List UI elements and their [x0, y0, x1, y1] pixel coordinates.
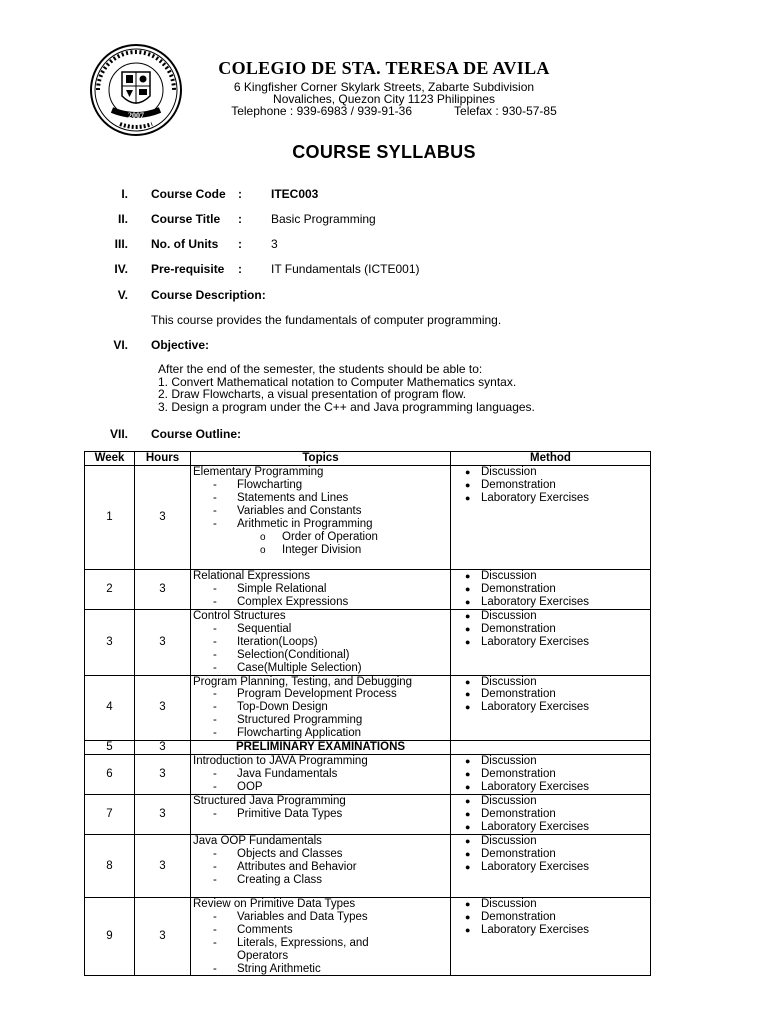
method-item: ● Demonstration: [465, 847, 556, 860]
subtopic-continuation: Operators: [237, 949, 289, 962]
method-cell: [451, 754, 651, 794]
address-line-1: 6 Kingfisher Corner Skylark Streets, Zabarte Subdivision: [233, 80, 535, 94]
method-cell: [451, 610, 651, 676]
method-item: ● Demonstration: [465, 622, 556, 635]
method-item: ● Demonstration: [465, 582, 556, 595]
method-item: ● Demonstration: [465, 807, 556, 820]
method-item: ● Discussion: [465, 675, 537, 688]
table-row: [85, 754, 651, 794]
method-cell: [451, 741, 651, 755]
method-item: ● Demonstration: [465, 478, 556, 491]
section-number: V.: [117, 288, 128, 302]
subtopic: - String Arithmetic: [213, 962, 321, 975]
topics-cell: [191, 754, 451, 794]
info-prerequisite: [0, 262, 768, 278]
objective-item: 1. Convert Mathematical notation to Computer Mathematics syntax.: [158, 374, 517, 389]
method-cell: [451, 897, 651, 975]
subtopic: - Iteration(Loops): [213, 635, 318, 648]
sub-subtopic: o Order of Operation: [260, 530, 378, 543]
method-cell: [451, 466, 651, 570]
subtopic: - Structured Programming: [213, 714, 363, 727]
table-row: [85, 675, 651, 741]
method-item: ● Demonstration: [465, 688, 556, 701]
info-course-code: [0, 187, 768, 203]
topic-title: Structured Java Programming: [193, 794, 346, 807]
objective-intro: After the end of the semester, the students should be able to:: [158, 362, 483, 376]
address-line-2: Novaliches, Quezon City 1123 Philippines: [273, 92, 495, 106]
subtopic: - Selection(Conditional): [213, 648, 350, 661]
subtopic: - Java Fundamentals: [213, 767, 338, 780]
column-header-week: Week: [85, 452, 135, 466]
colon: :: [238, 237, 242, 251]
subtopic: - Variables and Data Types: [213, 910, 368, 923]
week-cell: 8: [85, 834, 135, 897]
course-description-text: This course provides the fundamentals of computer programming.: [151, 313, 502, 327]
exam-label: PRELIMINARY EXAMINATIONS: [191, 741, 451, 755]
colon: :: [238, 262, 242, 276]
topic-title: Elementary Programming: [193, 466, 324, 478]
method-cell: [451, 570, 651, 610]
method-item: ● Laboratory Exercises: [465, 820, 590, 833]
school-name: COLEGIO DE STA. TERESA DE AVILA: [218, 58, 550, 78]
table-row: [85, 897, 651, 975]
hours-cell: 3: [135, 834, 191, 897]
subtopic: - Program Development Process: [213, 688, 397, 701]
subtopic: - Literals, Expressions, and: [213, 936, 369, 949]
info-value: 3: [271, 237, 278, 251]
topics-cell: [191, 794, 451, 834]
subtopic: - Simple Relational: [213, 582, 327, 595]
info-value: Basic Programming: [271, 212, 376, 226]
section-heading: Course Description:: [151, 288, 266, 302]
method-item: ● Laboratory Exercises: [465, 635, 590, 648]
week-cell: 2: [85, 570, 135, 610]
table-row-exam: [85, 741, 651, 755]
section-number: II.: [117, 212, 128, 226]
subtopic: - Objects and Classes: [213, 847, 343, 860]
telephone: Telephone : 939-6983 / 939-91-36: [231, 104, 413, 118]
objective-item: 3. Design a program under the C++ and Java programming languages.: [158, 400, 535, 415]
objective-list: [158, 363, 535, 414]
table-row: [85, 610, 651, 676]
method-item: ● Discussion: [465, 794, 537, 807]
week-cell: 7: [85, 794, 135, 834]
info-label: Course Title: [151, 212, 221, 226]
section-number: VI.: [113, 338, 128, 352]
topics-cell: [191, 675, 451, 741]
topic-title: Program Planning, Testing, and Debugging: [193, 675, 413, 688]
subtopic: - OOP: [213, 780, 263, 793]
subtopic: - Flowcharting: [213, 478, 303, 491]
telefax: Telefax : 930-57-85: [454, 104, 557, 118]
week-cell: 1: [85, 466, 135, 570]
subtopic: - Sequential: [213, 622, 292, 635]
contact-line: [214, 104, 574, 118]
week-cell: 6: [85, 754, 135, 794]
section-objective: [0, 338, 768, 354]
hours-cell: 3: [135, 570, 191, 610]
info-label: No. of Units: [151, 237, 219, 251]
info-value: ITEC003: [271, 187, 319, 201]
method-item: ● Discussion: [465, 570, 537, 582]
objective-item: 2. Draw Flowcharts, a visual presentation of program flow.: [158, 387, 467, 402]
subtopic: - Comments: [213, 923, 293, 936]
table-header-row: [85, 452, 651, 466]
section-number: IV.: [114, 262, 128, 276]
topics-cell: [191, 897, 451, 975]
subtopic: - Flowcharting Application: [213, 727, 362, 740]
section-number: VII.: [109, 427, 128, 441]
method-cell: [451, 834, 651, 897]
subtopic: - Attributes and Behavior: [213, 860, 357, 873]
method-item: ● Laboratory Exercises: [465, 860, 590, 873]
subtopic: - Case(Multiple Selection): [213, 661, 362, 674]
section-number: III.: [114, 237, 128, 251]
week-cell: 4: [85, 675, 135, 741]
hours-cell: 3: [135, 741, 191, 755]
method-cell: [451, 675, 651, 741]
method-item: ● Discussion: [465, 610, 537, 622]
week-cell: 3: [85, 610, 135, 676]
svg-text:2007: 2007: [128, 111, 144, 120]
section-number: I.: [121, 187, 128, 201]
subtopic: - Complex Expressions: [213, 595, 349, 608]
course-outline-table: [84, 451, 651, 976]
topic-title: Control Structures: [193, 610, 286, 622]
topic-title: Introduction to JAVA Programming: [193, 754, 368, 767]
topic-title: Review on Primitive Data Types: [193, 897, 356, 910]
method-item: ● Discussion: [465, 834, 537, 847]
topics-cell: [191, 466, 451, 570]
topics-cell: [191, 570, 451, 610]
info-label: Course Code: [151, 187, 226, 201]
colon: :: [238, 212, 242, 226]
colon: :: [238, 187, 242, 201]
section-heading: Course Outline:: [151, 427, 242, 441]
section-heading: Objective:: [151, 338, 210, 352]
section-course-description: [0, 288, 768, 304]
document-title: COURSE SYLLABUS: [292, 142, 476, 162]
hours-cell: 3: [135, 754, 191, 794]
topic-title: Java OOP Fundamentals: [193, 834, 322, 847]
subtopic: - Top-Down Design: [213, 701, 328, 714]
hours-cell: 3: [135, 610, 191, 676]
hours-cell: 3: [135, 675, 191, 741]
method-item: ● Discussion: [465, 466, 537, 478]
subtopic: - Creating a Class: [213, 873, 323, 886]
info-label: Pre-requisite: [151, 262, 225, 276]
subtopic: - Variables and Constants: [213, 504, 362, 517]
section-course-outline: [0, 427, 768, 443]
info-value: IT Fundamentals (ICTE001): [271, 262, 420, 276]
method-item: ● Laboratory Exercises: [465, 595, 590, 608]
method-item: ● Laboratory Exercises: [465, 780, 590, 793]
column-header-method: Method: [451, 452, 651, 466]
table-row: [85, 570, 651, 610]
subtopic: - Arithmetic in Programming: [213, 517, 373, 530]
hours-cell: 3: [135, 466, 191, 570]
sub-subtopic: o Integer Division: [260, 544, 362, 557]
method-item: ● Demonstration: [465, 767, 556, 780]
method-item: ● Laboratory Exercises: [465, 491, 590, 504]
hours-cell: 3: [135, 897, 191, 975]
method-item: ● Laboratory Exercises: [465, 701, 590, 714]
method-cell: [451, 794, 651, 834]
column-header-topics: Topics: [191, 452, 451, 466]
info-units: [0, 237, 768, 253]
week-cell: 9: [85, 897, 135, 975]
hours-cell: 3: [135, 794, 191, 834]
method-item: ● Discussion: [465, 754, 537, 767]
method-item: ● Laboratory Exercises: [465, 923, 590, 936]
method-item: ● Discussion: [465, 897, 537, 910]
subtopic: - Statements and Lines: [213, 491, 349, 504]
topic-title: Relational Expressions: [193, 570, 310, 582]
info-course-title: [0, 212, 768, 228]
method-item: ● Demonstration: [465, 910, 556, 923]
topics-cell: [191, 834, 451, 897]
table-row: [85, 794, 651, 834]
week-cell: 5: [85, 741, 135, 755]
table-row: [85, 834, 651, 897]
subtopic: - Primitive Data Types: [213, 807, 343, 820]
table-row: [85, 466, 651, 570]
school-seal-logo: [90, 44, 182, 136]
topics-cell: [191, 610, 451, 676]
column-header-hours: Hours: [135, 452, 191, 466]
